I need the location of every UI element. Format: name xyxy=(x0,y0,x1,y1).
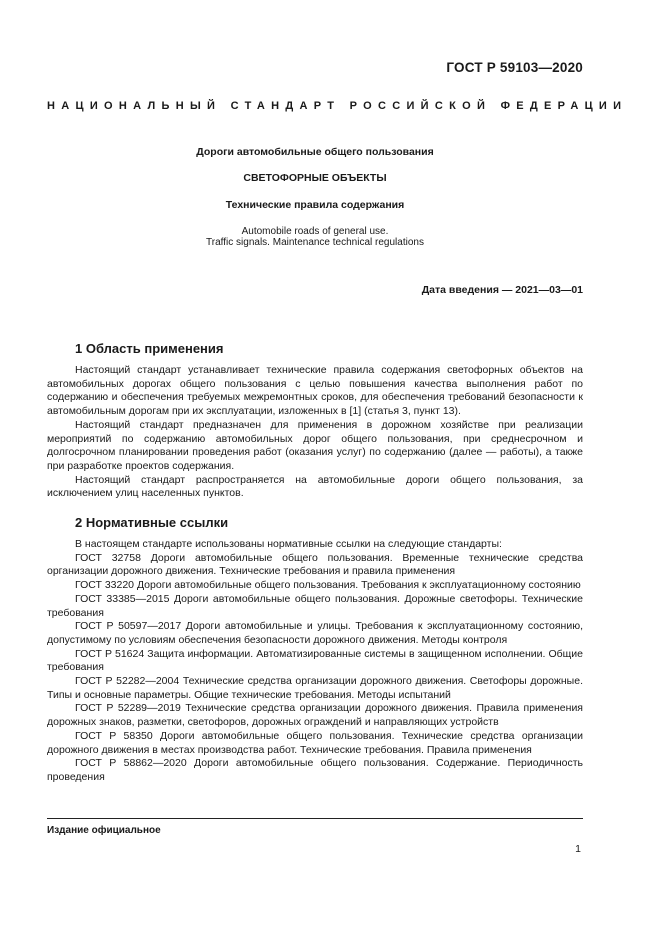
title-line-3: Технические правила содержания xyxy=(225,199,405,211)
document-code: ГОСТ Р 59103—2020 xyxy=(446,60,583,75)
reference-item: ГОСТ Р 58350 Дороги автомобильные общего пользования. Технические средства организации дорожного движения в местах производства работ. Технические требования. Правила применения xyxy=(47,729,583,756)
reference-item: ГОСТ Р 52282—2004 Технические средства организации дорожного движения. Светофоры дорожные. Типы и основные параметры. Общие технические требования. Методы испытаний xyxy=(47,675,583,701)
reference-item: ГОСТ 32758 Дороги автомобильные общего пользования. Временные технические средства организации дорожного движения. Технические требования и правила применения xyxy=(47,551,583,578)
section-2-heading: 2 Нормативные ссылки xyxy=(75,515,229,530)
paragraph: Настоящий стандарт предназначен для применения в дорожном хозяйстве при реализации мероприятий по содержанию автомобильных дорог общего пользования, при среднесрочном и долгосрочном планировании проведения работ (оказания услуг) по содержанию (далее — работы), а также при разработке проектов содержания. xyxy=(47,418,583,472)
english-title-line-2: Traffic signals. Maintenance technical regulations xyxy=(206,237,424,248)
paragraph: Настоящий стандарт устанавливает технические правила содержания светофорных объектов на автомобильных дорогах общего пользования с целью повышения качества выполнения работ по содержанию и обеспечения требуемых межремонтных сроков, для обеспечения требований безопасности к автомобильным дорогам при их эксплуатации, изложенных в [1] (статья 3, пункт 13). xyxy=(47,364,583,418)
reference-item: ГОСТ Р 51624 Защита информации. Автоматизированные системы в защищенном исполнении. Общие требования xyxy=(47,647,583,674)
national-standard-banner: НАЦИОНАЛЬНЫЙ СТАНДАРТ РОССИЙСКОЙ ФЕДЕРАЦИИ xyxy=(47,100,628,112)
official-edition-note: Издание официальное xyxy=(47,825,161,836)
section-1-body xyxy=(47,364,583,501)
reference-item: ГОСТ 33220 Дороги автомобильные общего пользования. Требования к эксплуатационному состоянию xyxy=(75,579,581,592)
paragraph: Настоящий стандарт распространяется на автомобильные дороги общего пользования, за исключением улиц населенных пунктов. xyxy=(47,473,583,500)
reference-item: ГОСТ 33385—2015 Дороги автомобильные общего пользования. Дорожные светофоры. Технические требования xyxy=(47,592,583,619)
reference-item: ГОСТ Р 52289—2019 Технические средства организации дорожного движения. Правила применения дорожных знаков, разметки, светофоров, дорожных ограждений и направляющих устройств xyxy=(47,702,583,729)
english-title-line-1: Automobile roads of general use. xyxy=(241,226,389,237)
title-line-2: СВЕТОФОРНЫЕ ОБЪЕКТЫ xyxy=(243,172,387,184)
paragraph: В настоящем стандарте использованы нормативные ссылки на следующие стандарты: xyxy=(75,538,502,550)
title-line-1: Дороги автомобильные общего пользования xyxy=(196,146,434,158)
section-1-heading: 1 Область применения xyxy=(75,341,224,356)
footer-divider xyxy=(47,818,583,819)
introduction-date: Дата введения — 2021—03—01 xyxy=(421,284,583,296)
section-2-body xyxy=(47,538,583,785)
reference-item: ГОСТ Р 50597—2017 Дороги автомобильные и улицы. Требования к эксплуатационному состоянию, допустимому по условиям обеспечения безопасности дорожного движения. Методы контроля xyxy=(47,620,583,646)
reference-item: ГОСТ Р 58862—2020 Дороги автомобильные общего пользования. Содержание. Периодичность проведения xyxy=(47,757,583,783)
page-number: 1 xyxy=(575,843,581,855)
